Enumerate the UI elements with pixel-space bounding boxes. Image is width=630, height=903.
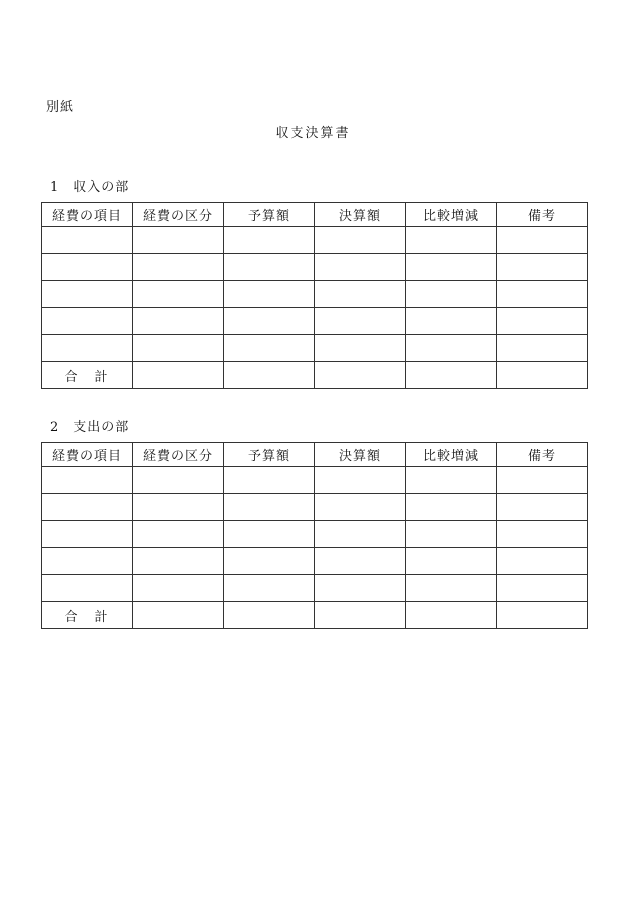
- column-header-settlement: 決算額: [315, 443, 406, 467]
- table-cell: [497, 362, 588, 389]
- table-cell: [133, 494, 224, 521]
- table-cell: [315, 362, 406, 389]
- table-cell: [224, 227, 315, 254]
- table-cell: [133, 227, 224, 254]
- income-header-row: [42, 203, 588, 227]
- table-cell: [224, 548, 315, 575]
- table-cell: [315, 281, 406, 308]
- attachment-label: 別紙: [46, 100, 75, 115]
- table-cell: [497, 521, 588, 548]
- table-cell: [497, 281, 588, 308]
- table-cell: [42, 254, 133, 281]
- table-cell: [224, 308, 315, 335]
- table-cell: [133, 548, 224, 575]
- table-row: [42, 254, 588, 281]
- table-cell: [315, 308, 406, 335]
- table-cell: [406, 521, 497, 548]
- table-cell: [315, 335, 406, 362]
- table-cell: [497, 227, 588, 254]
- table-cell: [133, 362, 224, 389]
- column-header-category: 経費の区分: [133, 203, 224, 227]
- table-cell: [133, 575, 224, 602]
- table-cell: [497, 602, 588, 629]
- table-cell: [42, 227, 133, 254]
- table-cell: [406, 467, 497, 494]
- total-label: 合 計: [42, 362, 133, 389]
- income-table: [41, 202, 588, 389]
- total-label: 合 計: [42, 602, 133, 629]
- table-cell: [42, 548, 133, 575]
- table-cell: [497, 575, 588, 602]
- column-header-category: 経費の区分: [133, 443, 224, 467]
- table-cell: [42, 575, 133, 602]
- table-cell: [406, 575, 497, 602]
- column-header-budget: 予算額: [224, 443, 315, 467]
- table-row: [42, 548, 588, 575]
- table-cell: [42, 281, 133, 308]
- table-cell: [406, 254, 497, 281]
- table-row: [42, 227, 588, 254]
- table-cell: [133, 521, 224, 548]
- table-cell: [406, 281, 497, 308]
- table-cell: [315, 602, 406, 629]
- table-cell: [42, 521, 133, 548]
- table-cell: [315, 548, 406, 575]
- column-header-remarks: 備考: [497, 203, 588, 227]
- document-title: 収支決算書: [275, 126, 351, 141]
- table-cell: [42, 308, 133, 335]
- table-cell: [133, 467, 224, 494]
- table-cell: [315, 575, 406, 602]
- column-header-difference: 比較増減: [406, 203, 497, 227]
- table-cell: [224, 335, 315, 362]
- table-row: [42, 494, 588, 521]
- table-cell: [497, 548, 588, 575]
- table-cell: [406, 362, 497, 389]
- table-cell: [406, 548, 497, 575]
- table-cell: [224, 494, 315, 521]
- table-cell: [224, 281, 315, 308]
- table-row: [42, 575, 588, 602]
- expense-header-row: [42, 443, 588, 467]
- table-cell: [497, 335, 588, 362]
- income-section-heading: 1 収入の部: [50, 180, 130, 195]
- table-cell: [406, 308, 497, 335]
- table-cell: [133, 335, 224, 362]
- expense-total-row: [42, 602, 588, 629]
- table-cell: [224, 362, 315, 389]
- column-header-settlement: 決算額: [315, 203, 406, 227]
- table-cell: [224, 602, 315, 629]
- table-cell: [133, 308, 224, 335]
- expense-section-heading: 2 支出の部: [50, 420, 130, 435]
- table-row: [42, 521, 588, 548]
- table-cell: [315, 494, 406, 521]
- column-header-difference: 比較増減: [406, 443, 497, 467]
- table-cell: [133, 281, 224, 308]
- table-row: [42, 281, 588, 308]
- table-cell: [497, 494, 588, 521]
- column-header-budget: 予算額: [224, 203, 315, 227]
- column-header-item: 経費の項目: [42, 203, 133, 227]
- column-header-item: 経費の項目: [42, 443, 133, 467]
- table-row: [42, 308, 588, 335]
- table-row: [42, 467, 588, 494]
- table-cell: [315, 467, 406, 494]
- table-cell: [315, 227, 406, 254]
- income-total-row: [42, 362, 588, 389]
- column-header-remarks: 備考: [497, 443, 588, 467]
- table-cell: [42, 335, 133, 362]
- expense-table: [41, 442, 588, 629]
- table-cell: [406, 494, 497, 521]
- table-cell: [497, 308, 588, 335]
- table-cell: [406, 227, 497, 254]
- table-cell: [42, 494, 133, 521]
- table-cell: [406, 335, 497, 362]
- table-cell: [497, 254, 588, 281]
- table-cell: [224, 467, 315, 494]
- table-cell: [224, 254, 315, 281]
- table-cell: [406, 602, 497, 629]
- table-cell: [133, 254, 224, 281]
- table-cell: [315, 254, 406, 281]
- table-cell: [133, 602, 224, 629]
- table-cell: [315, 521, 406, 548]
- table-cell: [497, 467, 588, 494]
- table-cell: [224, 521, 315, 548]
- table-row: [42, 335, 588, 362]
- table-cell: [224, 575, 315, 602]
- table-cell: [42, 467, 133, 494]
